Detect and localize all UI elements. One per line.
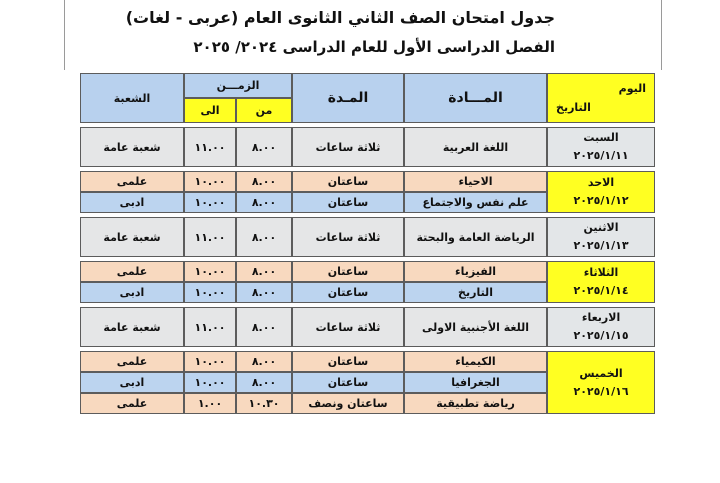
time-to-cell: ١٠.٠٠ — [184, 192, 236, 213]
table-row — [80, 307, 655, 347]
time-from-cell: ٨.٠٠ — [236, 307, 292, 347]
exam-date: ٢٠٢٥/١/١٤ — [573, 284, 629, 297]
day-date-cell — [547, 351, 655, 414]
exam-date: ٢٠٢٥/١/١٦ — [573, 384, 629, 398]
day-name: السبت — [583, 131, 619, 145]
duration-cell: ثلاثة ساعات — [292, 307, 404, 347]
day-name: الاحد — [587, 176, 615, 190]
subject-cell: الكيمياء — [404, 351, 547, 372]
time-to-cell: ١٠.٠٠ — [184, 261, 236, 282]
time-to-cell: ١١.٠٠ — [184, 127, 236, 167]
day-name: الاربعاء — [581, 311, 621, 325]
duration-cell: ساعتان — [292, 351, 404, 372]
time-to-cell: ١١.٠٠ — [184, 217, 236, 257]
day-date-cell — [547, 127, 655, 167]
time-from-cell: ٨.٠٠ — [236, 217, 292, 257]
table-row — [80, 261, 655, 282]
time-from-cell: ٨.٠٠ — [236, 372, 292, 393]
day-name: الخميس — [579, 366, 623, 380]
time-from-cell: ٨.٠٠ — [236, 192, 292, 213]
duration-cell: ساعتان — [292, 171, 404, 192]
day-header-label: اليوم — [618, 82, 647, 95]
duration-cell: ثلاثة ساعات — [292, 217, 404, 257]
time-to-cell: ١.٠٠ — [184, 393, 236, 414]
day-date-cell — [547, 171, 655, 213]
subject-cell: التاريخ — [404, 282, 547, 303]
day-date-cell — [547, 261, 655, 303]
time-to-cell: ١٠.٠٠ — [184, 282, 236, 303]
time-from-cell: ٨.٠٠ — [236, 171, 292, 192]
duration-cell: ساعتان — [292, 372, 404, 393]
time-to-cell: ١٠.٠٠ — [184, 351, 236, 372]
exam-table — [80, 73, 655, 414]
duration-header: المـدة — [292, 73, 404, 123]
date-header-label: التاريخ — [556, 101, 591, 114]
subject-cell: علم نفس والاجتماع — [404, 192, 547, 213]
subject-header: المـــادة — [404, 73, 547, 123]
duration-cell: ساعتان ونصف — [292, 393, 404, 414]
duration-cell: ثلاثة ساعات — [292, 127, 404, 167]
table-row — [80, 171, 655, 192]
subject-cell: رياضة تطبيقية — [404, 393, 547, 414]
section-header: الشعبة — [80, 73, 184, 123]
day-date-cell — [547, 307, 655, 347]
table-row — [80, 351, 655, 372]
duration-cell: ساعتان — [292, 192, 404, 213]
day-date-cell — [547, 217, 655, 257]
section-cell: شعبة عامة — [80, 307, 184, 347]
exam-date: ٢٠٢٥/١/١١ — [573, 149, 629, 162]
from-header: من — [236, 98, 292, 123]
exam-date: ٢٠٢٥/١/١٣ — [573, 239, 629, 252]
section-cell: علمى — [80, 171, 184, 192]
duration-cell: ساعتان — [292, 261, 404, 282]
date-day-header — [547, 73, 655, 123]
time-header: الزمـــن — [184, 73, 292, 98]
subject-cell: الاحياء — [404, 171, 547, 192]
time-to-cell: ١١.٠٠ — [184, 307, 236, 347]
section-cell: علمى — [80, 351, 184, 372]
time-from-cell: ٨.٠٠ — [236, 261, 292, 282]
section-cell: علمى — [80, 393, 184, 414]
subject-cell: الجغرافيا — [404, 372, 547, 393]
exam-date: ٢٠٢٥/١/١٢ — [573, 194, 629, 207]
time-from-cell: ٨.٠٠ — [236, 127, 292, 167]
time-to-cell: ١٠.٠٠ — [184, 372, 236, 393]
section-cell: ادبى — [80, 282, 184, 303]
duration-cell: ساعتان — [292, 282, 404, 303]
table-row — [80, 217, 655, 257]
table-row — [80, 127, 655, 167]
page-title: جدول امتحان الصف الثاني الثانوى العام (عربى - لغات) — [125, 8, 555, 27]
day-name: الثلاثاء — [583, 266, 619, 280]
time-to-cell: ١٠.٠٠ — [184, 171, 236, 192]
section-cell: ادبى — [80, 192, 184, 213]
subject-cell: اللغة العربية — [404, 127, 547, 167]
to-header: الى — [184, 98, 236, 123]
subject-cell: الفيزياء — [404, 261, 547, 282]
time-from-cell: ٨.٠٠ — [236, 351, 292, 372]
subject-cell: الرياضة العامة والبحتة — [404, 217, 547, 257]
exam-date: ٢٠٢٥/١/١٥ — [573, 329, 629, 342]
section-cell: شعبة عامة — [80, 127, 184, 167]
page-subtitle: الفصل الدراسى الأول للعام الدراسى ٢٠٢٤/ ٢٠٢٥ — [193, 38, 555, 56]
time-from-cell: ١٠.٣٠ — [236, 393, 292, 414]
subject-cell: اللغة الأجنبية الاولى — [404, 307, 547, 347]
section-cell: ادبى — [80, 372, 184, 393]
section-cell: علمى — [80, 261, 184, 282]
day-name: الاثنين — [583, 221, 619, 235]
section-cell: شعبة عامة — [80, 217, 184, 257]
time-from-cell: ٨.٠٠ — [236, 282, 292, 303]
